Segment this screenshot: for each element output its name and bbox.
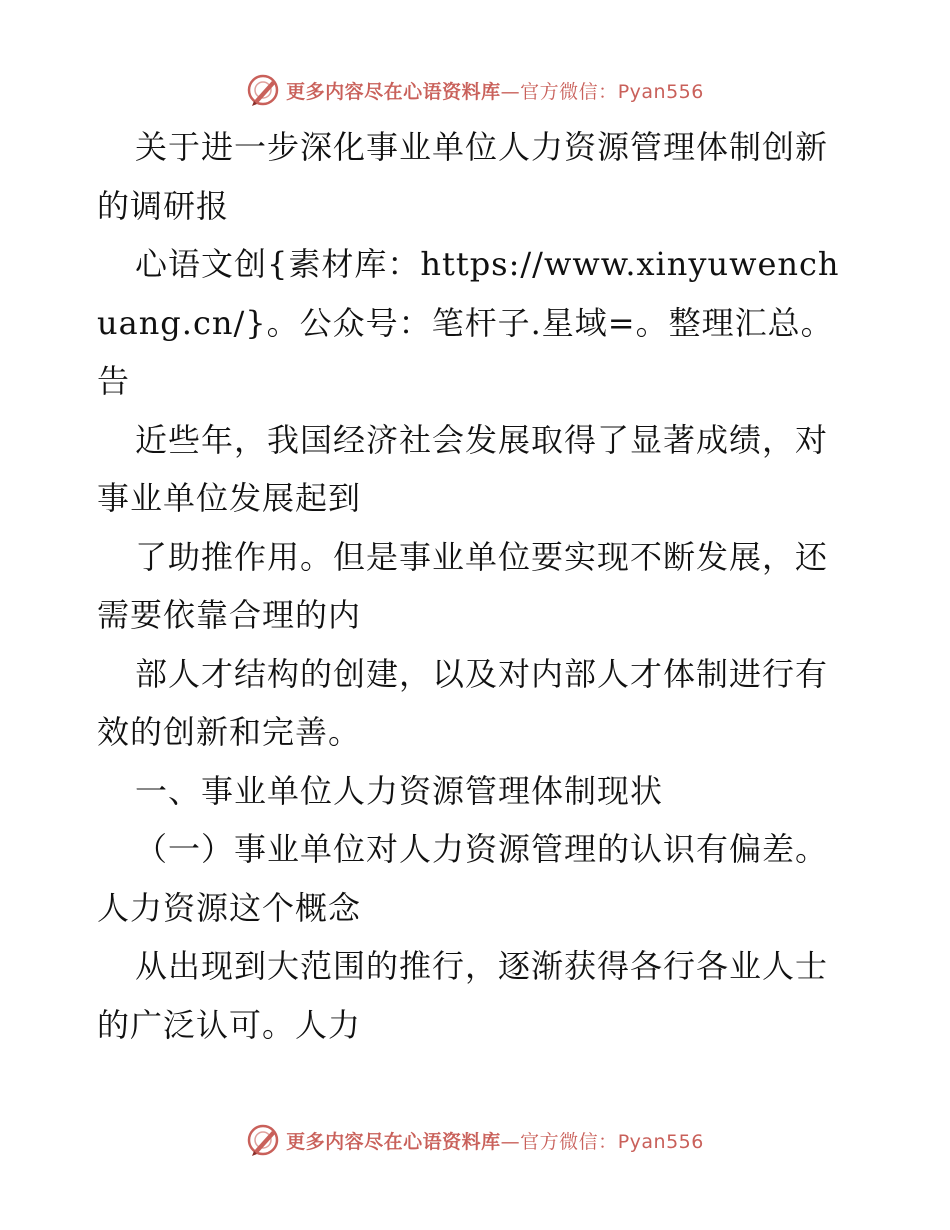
section-heading: 一、事业单位人力资源管理体制现状 (135, 771, 664, 810)
header-watermark-banner (0, 70, 950, 110)
source-note: 心语文创{素材库：https://www.xinyuwenchuang.cn/}。公众号：笔杆子.星域=。整理汇总。告 (97, 245, 840, 400)
banner-handle: Pyan556 (617, 80, 704, 103)
banner-handle: Pyan556 (617, 1130, 704, 1153)
paragraph: 近些年，我国经济社会发展取得了显著成绩，对事业单位发展起到 (97, 420, 829, 517)
banner-wechat-label: 官方微信： (520, 1130, 618, 1153)
banner-dash: — (500, 80, 521, 103)
paragraph: 了助推作用。但是事业单位要实现不断发展，还需要依靠合理的内 (97, 537, 829, 634)
footer-watermark-banner (0, 1120, 950, 1160)
banner-text (286, 1127, 704, 1154)
banner-text (286, 77, 704, 104)
paragraph: 从出现到大范围的推行，逐渐获得各行各业人士的广泛认可。人力 (97, 947, 829, 1044)
banner-dash: — (500, 1130, 521, 1153)
document-title: 关于进一步深化事业单位人力资源管理体制创新的调研报 (97, 128, 829, 225)
banner-wechat-label: 官方微信： (520, 80, 618, 103)
document-body (97, 118, 857, 1054)
pen-logo-icon (246, 73, 280, 107)
subsection-heading: （一）事业单位对人力资源管理的认识有偏差。人力资源这个概念 (97, 830, 829, 927)
pen-logo-icon (246, 1123, 280, 1157)
paragraph: 部人才结构的创建，以及对内部人才体制进行有效的创新和完善。 (97, 654, 829, 751)
banner-main-text: 更多内容尽在心语资料库 (286, 1130, 501, 1153)
banner-main-text: 更多内容尽在心语资料库 (286, 80, 501, 103)
